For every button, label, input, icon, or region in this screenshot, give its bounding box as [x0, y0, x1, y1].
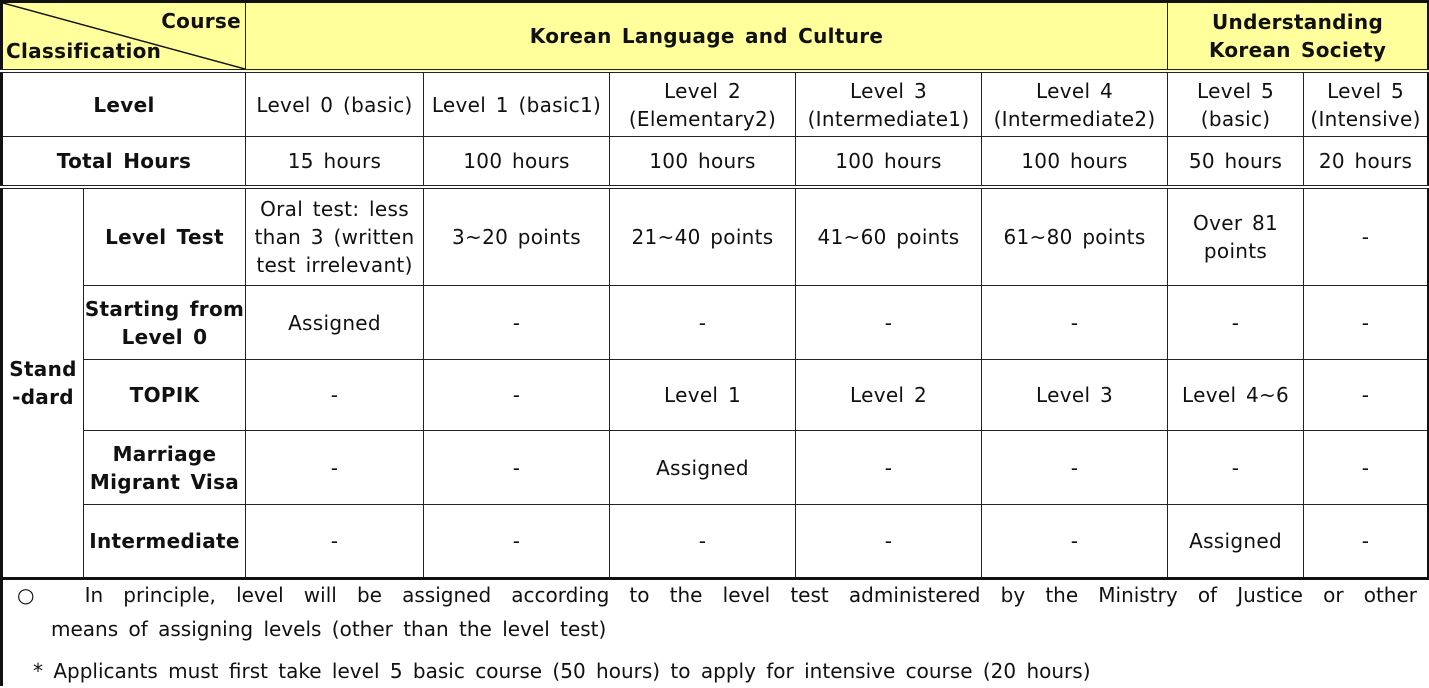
cell: 21~40 points: [610, 187, 796, 286]
cell: -: [982, 286, 1168, 360]
cell: -: [610, 286, 796, 360]
marriage-row: [2, 431, 1429, 505]
row-label: TOPIK: [84, 360, 246, 431]
level-test-row: [2, 187, 1429, 286]
row-label: Marriage Migrant Visa: [84, 431, 246, 505]
row-label: Starting from Level 0: [84, 286, 246, 360]
cell: -: [1304, 505, 1429, 579]
row-label: Intermediate: [84, 505, 246, 579]
cell: -: [796, 286, 982, 360]
cell: Over 81 points: [1168, 187, 1304, 286]
cell: Assigned: [246, 286, 424, 360]
cell: Oral test: less than 3 (written test irrelevant): [246, 187, 424, 286]
cell: -: [424, 431, 610, 505]
cell: 3~20 points: [424, 187, 610, 286]
cell: Level 5 (Intensive): [1304, 71, 1429, 137]
cell: Level 4 (Intermediate2): [982, 71, 1168, 137]
corner-course-label: Course: [161, 9, 241, 33]
standard-label: Stand -dard: [2, 187, 84, 579]
cell: 50 hours: [1168, 137, 1304, 188]
cell: -: [246, 431, 424, 505]
cell: Assigned: [610, 431, 796, 505]
cell: Assigned: [1168, 505, 1304, 579]
cell: 100 hours: [982, 137, 1168, 188]
cell: -: [982, 431, 1168, 505]
cell: Level 1 (basic1): [424, 71, 610, 137]
cell: Level 3 (Intermediate1): [796, 71, 982, 137]
corner-classification-label: Classification: [6, 39, 162, 63]
cell: Level 3: [982, 360, 1168, 431]
note-line-2: means of assigning levels (other than the level test): [51, 617, 607, 641]
cell: -: [1304, 286, 1429, 360]
cell: -: [424, 505, 610, 579]
cell: Level 1: [610, 360, 796, 431]
cell: Level 4~6: [1168, 360, 1304, 431]
cell: Level 2: [796, 360, 982, 431]
cell: -: [246, 505, 424, 579]
cell: Level 2 (Elementary2): [610, 71, 796, 137]
cell: -: [1304, 187, 1429, 286]
intermediate-row: [2, 505, 1429, 579]
note-text: In principle, level will be assigned according to the level test administered by the Ministry of Justice or other: [84, 583, 1417, 607]
cell: 100 hours: [424, 137, 610, 188]
cell: -: [1304, 360, 1429, 431]
row-label: Level: [2, 71, 246, 137]
cell: 100 hours: [796, 137, 982, 188]
cell: Level 0 (basic): [246, 71, 424, 137]
cell: -: [1304, 431, 1429, 505]
cell: -: [424, 286, 610, 360]
corner-header-cell: [2, 2, 246, 72]
cell: -: [796, 431, 982, 505]
cell: -: [424, 360, 610, 431]
level-row: [2, 71, 1429, 137]
note-line-3: * Applicants must first take level 5 basic course (50 hours) to apply for intensive course (20 hours): [33, 659, 1091, 683]
cell: -: [1168, 431, 1304, 505]
cell: 41~60 points: [796, 187, 982, 286]
cell: -: [982, 505, 1168, 579]
cell: 15 hours: [246, 137, 424, 188]
cell: -: [246, 360, 424, 431]
topik-row: [2, 360, 1429, 431]
row-label: Total Hours: [2, 137, 246, 188]
cell: 100 hours: [610, 137, 796, 188]
cell: -: [796, 505, 982, 579]
row-label: Level Test: [84, 187, 246, 286]
bullet-icon: ○: [17, 583, 45, 607]
hours-row: [2, 137, 1429, 188]
cell: Level 5 (basic): [1168, 71, 1304, 137]
note-line-1: [17, 578, 1417, 612]
cell: -: [610, 505, 796, 579]
starting-row: [2, 286, 1429, 360]
cell: -: [1168, 286, 1304, 360]
cell: 61~80 points: [982, 187, 1168, 286]
group-understanding-korean-society: Understanding Korean Society: [1168, 2, 1429, 72]
group-korean-language-culture: Korean Language and Culture: [246, 2, 1168, 72]
header-row: [2, 2, 1429, 72]
notes-section: [0, 572, 1427, 686]
cell: 20 hours: [1304, 137, 1429, 188]
